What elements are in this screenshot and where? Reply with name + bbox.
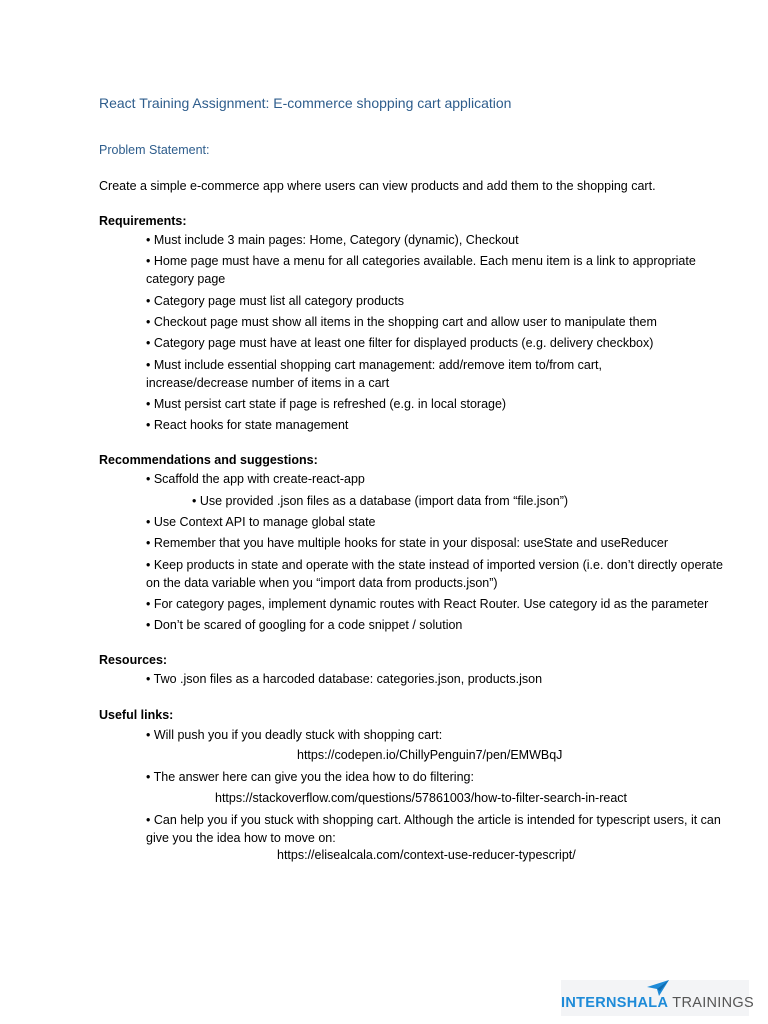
recommendation-item: • Scaffold the app with create-react-app [146, 472, 365, 486]
recommendation-item: • Don’t be scared of googling for a code snippet / solution [146, 618, 463, 632]
requirements-heading: Requirements: [99, 214, 187, 228]
useful-link-item: • Can help you if you stuck with shopping cart. Although the article is intended for typescript users, it can give you the idea how to move on: [146, 813, 721, 845]
useful-links-heading: Useful links: [99, 708, 174, 722]
recommendations-heading: Recommendations and suggestions: [99, 453, 318, 467]
recommendation-item: • Remember that you have multiple hooks for state in your disposal: useState and useReducer [146, 536, 669, 550]
requirement-item: • React hooks for state management [146, 418, 349, 432]
useful-link-item: • Will push you if you deadly stuck with shopping cart: [146, 728, 443, 742]
resources-heading: Resources: [99, 653, 168, 667]
logo-part-trainings: TRAININGS [668, 995, 754, 1011]
logo-wordmark [561, 995, 754, 1011]
recommendation-item: • For category pages, implement dynamic routes with React Router. Use category id as the parameter [146, 597, 709, 611]
useful-link-url[interactable]: https://codepen.io/ChillyPenguin7/pen/EMWBqJ [297, 748, 563, 762]
internshala-trainings-logo [561, 980, 754, 1016]
problem-statement-text: Create a simple e-commerce app where users can view products and add them to the shopping cart. [99, 179, 656, 193]
useful-link-url[interactable]: https://stackoverflow.com/questions/57861003/how-to-filter-search-in-react [215, 791, 627, 805]
logo-part-shala: SHALA [616, 995, 669, 1011]
requirement-item: • Home page must have a menu for all categories available. Each menu item is a link to appropriate category page [146, 254, 696, 286]
resource-item: • Two .json files as a harcoded database: categories.json, products.json [146, 672, 543, 686]
requirement-item: • Checkout page must show all items in the shopping cart and allow user to manipulate them [146, 315, 657, 329]
recommendation-subitem: • Use provided .json files as a database (import data from “file.json”) [192, 494, 569, 508]
requirement-item: • Category page must list all category products [146, 294, 404, 308]
recommendation-item: • Use Context API to manage global state [146, 515, 376, 529]
document-title: React Training Assignment: E-commerce shopping cart application [99, 95, 512, 111]
requirement-item: • Must persist cart state if page is refreshed (e.g. in local storage) [146, 397, 507, 411]
requirement-item: • Must include 3 main pages: Home, Category (dynamic), Checkout [146, 233, 519, 247]
problem-statement-heading: Problem Statement: [99, 143, 210, 157]
requirement-item: • Category page must have at least one filter for displayed products (e.g. delivery checkbox) [146, 336, 654, 350]
useful-link-item: • The answer here can give you the idea how to do filtering: [146, 770, 474, 784]
paper-plane-icon [647, 980, 669, 996]
requirement-item: • Must include essential shopping cart management: add/remove item to/from cart, increase/decrease number of items in a cart [146, 358, 602, 390]
useful-link-url[interactable]: https://elisealcala.com/context-use-reducer-typescript/ [277, 848, 576, 862]
logo-part-intern: INTERN [561, 995, 617, 1011]
recommendation-item: • Keep products in state and operate with the state instead of imported version (i.e. don’t directly operate on the data variable when you “import data from products.json”) [146, 558, 723, 590]
